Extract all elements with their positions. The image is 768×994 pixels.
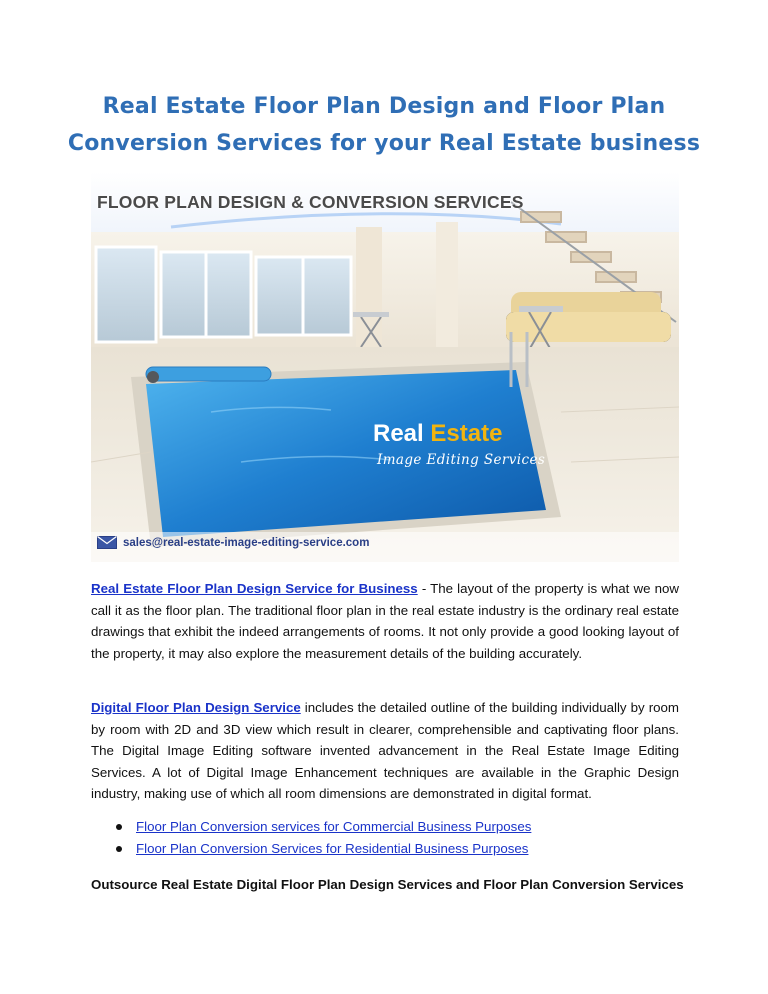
- conversion-services-list: [112, 816, 672, 859]
- floor-plan-design-service-link[interactable]: Real Estate Floor Plan Design Service for Business: [91, 581, 418, 596]
- paragraph-floor-plan-service: [91, 578, 679, 664]
- brand-name: [373, 420, 545, 448]
- hero-banner-image: [91, 172, 679, 562]
- banner-heading: FLOOR PLAN DESIGN & CONVERSION SERVICES: [97, 192, 524, 212]
- brand-tagline: Image Editing Services: [377, 452, 546, 468]
- paragraph-2-text: includes the detailed outline of the building individually by room by room with 2D and 3D view which result in clearer, comprehensible and captivating floor plans. The Digital Image Editing software invented advancement in the Real Estate Image Editing Services. A lot of Digital Image Enhancement techniques are available in the Graphic Design industry, making use of which all room dimensions are demonstrated in digital format.: [91, 700, 679, 801]
- title-line-1: Real Estate Floor Plan Design and Floor Plan: [102, 94, 666, 119]
- digital-floor-plan-service-link[interactable]: Digital Floor Plan Design Service: [91, 700, 301, 715]
- brand-word-1: Real: [373, 420, 424, 447]
- banner-email: [97, 536, 369, 549]
- envelope-icon: [97, 536, 117, 549]
- brand-logo: [373, 420, 545, 468]
- document-title: [60, 88, 708, 162]
- pool-room-illustration: [91, 172, 679, 562]
- residential-conversion-link[interactable]: Floor Plan Conversion Services for Residential Business Purposes: [136, 840, 529, 856]
- list-item: [112, 816, 672, 838]
- list-item: [112, 838, 672, 860]
- title-line-2: Conversion Services for your Real Estate business: [67, 131, 701, 156]
- email-address: sales@real-estate-image-editing-service.com: [123, 536, 370, 549]
- section-heading: Outsource Real Estate Digital Floor Plan Design Services and Floor Plan Conversion Services: [91, 877, 684, 892]
- commercial-conversion-link[interactable]: Floor Plan Conversion services for Commercial Business Purposes: [136, 819, 532, 834]
- paragraph-1-text: - The layout of the property is what we now call it as the floor plan. The traditional floor plan in the real estate industry is the ordinary real estate drawings that exhibit the indeed arrangements of rooms. It not only provide a good looking layout of the property, it may also explore the measurement details of the building accurately.: [91, 581, 679, 661]
- paragraph-digital-floor-plan: [91, 697, 679, 805]
- brand-word-2: Estate: [430, 420, 503, 447]
